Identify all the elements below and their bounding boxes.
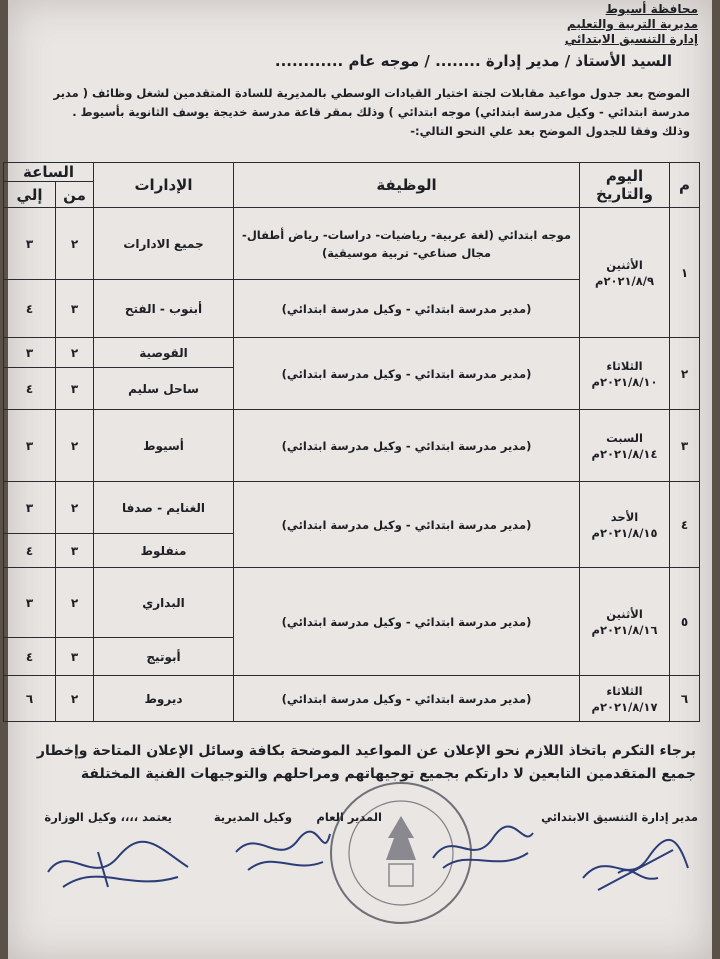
day-date: ٢٠٢١/٨/١٥م (591, 525, 658, 540)
official-seal (326, 778, 476, 928)
job-cell (234, 208, 580, 280)
salutation: السيد الأستاذ / مدير إدارة ........ / موجه عام ............ (274, 52, 672, 70)
header-to: إلي (3, 182, 55, 208)
admin-cell: القوصية (94, 338, 234, 368)
day-name: الأثنين (606, 606, 643, 621)
job-cell: (مدير مدرسة ابتدائي - وكيل مدرسة ابتدائي) (234, 676, 580, 722)
admin-cell: ديروط (94, 676, 234, 722)
day-date: ٢٠٢١/٨/٩م (595, 273, 654, 288)
row-num: ١ (670, 208, 700, 338)
table-row (3, 568, 699, 638)
hour-to: ٤ (3, 638, 55, 676)
letterhead-line: مديرية التربية والتعليم (566, 17, 698, 31)
intro-line: الموضح بعد جدول مواعيد مقابلات لجنة اختيار القيادات الوسطي بالمديرية للسادة المتقدمين لشغل وظائف ( مدير (53, 86, 690, 100)
handwritten-signature (38, 832, 198, 902)
hour-to: ٤ (3, 368, 55, 410)
hour-from: ٢ (56, 482, 94, 534)
admin-cell: ساحل سليم (94, 368, 234, 410)
row-num: ٥ (670, 568, 700, 676)
hour-from: ٢ (56, 208, 94, 280)
intro-line: وذلك وفقا للجدول الموضح بعد علي النحو التالي:- (410, 124, 690, 138)
day-date: ٢٠٢١/٨/١٤م (591, 446, 658, 461)
row-day (580, 410, 670, 482)
row-day (580, 208, 670, 338)
handwritten-signature (578, 828, 698, 898)
admin-cell: جميع الادارات (94, 208, 234, 280)
admin-cell: أبوتيج (94, 638, 234, 676)
admin-cell: أبنوب - الفتح (94, 280, 234, 338)
handwritten-signature (228, 822, 338, 882)
hour-to: ٤ (3, 280, 55, 338)
header-job: الوظيفة (234, 163, 580, 208)
table-row (3, 338, 699, 368)
day-date: ٢٠٢١/٨/١٦م (591, 622, 658, 637)
signature-coordination: مدير إدارة التنسيق الابتدائي (541, 810, 698, 824)
hour-to: ٤ (3, 534, 55, 568)
hour-from: ٣ (56, 280, 94, 338)
row-num: ٦ (670, 676, 700, 722)
row-num: ٤ (670, 482, 700, 568)
intro-paragraph (14, 84, 690, 141)
header-from: من (56, 182, 94, 208)
hour-to: ٣ (3, 410, 55, 482)
hour-to: ٣ (3, 208, 55, 280)
row-num: ٢ (670, 338, 700, 410)
document-page (8, 0, 712, 959)
day-name: الأحد (610, 509, 639, 524)
header-hour: الساعة (3, 163, 93, 182)
job-cell: (مدير مدرسة ابتدائي - وكيل مدرسة ابتدائي) (234, 280, 580, 338)
table-row (3, 208, 699, 280)
letterhead-line: إدارة التنسيق الابتدائي (564, 32, 698, 46)
row-day (580, 568, 670, 676)
hour-from: ٣ (56, 368, 94, 410)
table-row (3, 410, 699, 482)
job-line: مجال صناعي- تربية موسيقية) (321, 245, 492, 260)
day-name: السبت (606, 430, 643, 445)
job-cell: (مدير مدرسة ابتدائي - وكيل مدرسة ابتدائي) (234, 410, 580, 482)
day-date: ٢٠٢١/٨/١٠م (591, 374, 658, 389)
row-day (580, 338, 670, 410)
day-name: الثلاثاء (606, 683, 643, 698)
row-day (580, 676, 670, 722)
row-day (580, 482, 670, 568)
signature-general-manager: المدير العام (316, 810, 382, 824)
admin-cell: أسيوط (94, 410, 234, 482)
job-cell: (مدير مدرسة ابتدائي - وكيل مدرسة ابتدائي) (234, 482, 580, 568)
hour-from: ٣ (56, 534, 94, 568)
job-cell: (مدير مدرسة ابتدائي - وكيل مدرسة ابتدائي) (234, 338, 580, 410)
admin-cell: الغنايم - صدفا (94, 482, 234, 534)
schedule-table (3, 162, 700, 722)
hour-to: ٦ (3, 676, 55, 722)
table-row (3, 482, 699, 534)
hour-from: ٢ (56, 338, 94, 368)
hour-from: ٢ (56, 676, 94, 722)
hour-to: ٣ (3, 482, 55, 534)
signature-approve: يعتمد ،،،، وكيل الوزارة (44, 810, 172, 824)
hour-to: ٣ (3, 338, 55, 368)
hour-from: ٢ (56, 410, 94, 482)
admin-cell: منفلوط (94, 534, 234, 568)
row-num: ٣ (670, 410, 700, 482)
hour-to: ٣ (3, 568, 55, 638)
job-cell: (مدير مدرسة ابتدائي - وكيل مدرسة ابتدائي) (234, 568, 580, 676)
closing-line: برجاء التكرم باتخاذ اللازم نحو الإعلان عن المواعيد الموضحة بكافة وسائل الإعلان المتاحة وإخطار (36, 743, 696, 759)
day-name: الأثنين (606, 257, 643, 272)
intro-line: مدرسة ابتدائي - وكيل مدرسة ابتدائي) موجه ابتدائي ) وذلك بمقر قاعة مدرسة خديجة يوسف الثانوية بأسيوط . (72, 105, 690, 119)
signature-deputy: وكيل المديرية (213, 810, 292, 824)
admin-cell: البداري (94, 568, 234, 638)
day-date: ٢٠٢١/٨/١٧م (591, 699, 658, 714)
header-num: م (670, 163, 700, 208)
job-line: موجه ابتدائي (لغة عربية- رياضيات- دراسات- رياض أطفال- (242, 227, 571, 242)
hour-from: ٢ (56, 568, 94, 638)
hour-from: ٣ (56, 638, 94, 676)
day-name: الثلاثاء (606, 358, 643, 373)
header-day: اليوم والتاريخ (580, 163, 670, 208)
closing-line: جميع المتقدمين التابعين لا دارتكم بجميع توجيهاتهم ومراحلهم والتوجيهات الفنية المختلفة (80, 766, 696, 782)
header-admins: الإدارات (94, 163, 234, 208)
letterhead (478, 2, 698, 47)
table-row (3, 676, 699, 722)
letterhead-line: محافظة أسيوط (605, 2, 698, 16)
